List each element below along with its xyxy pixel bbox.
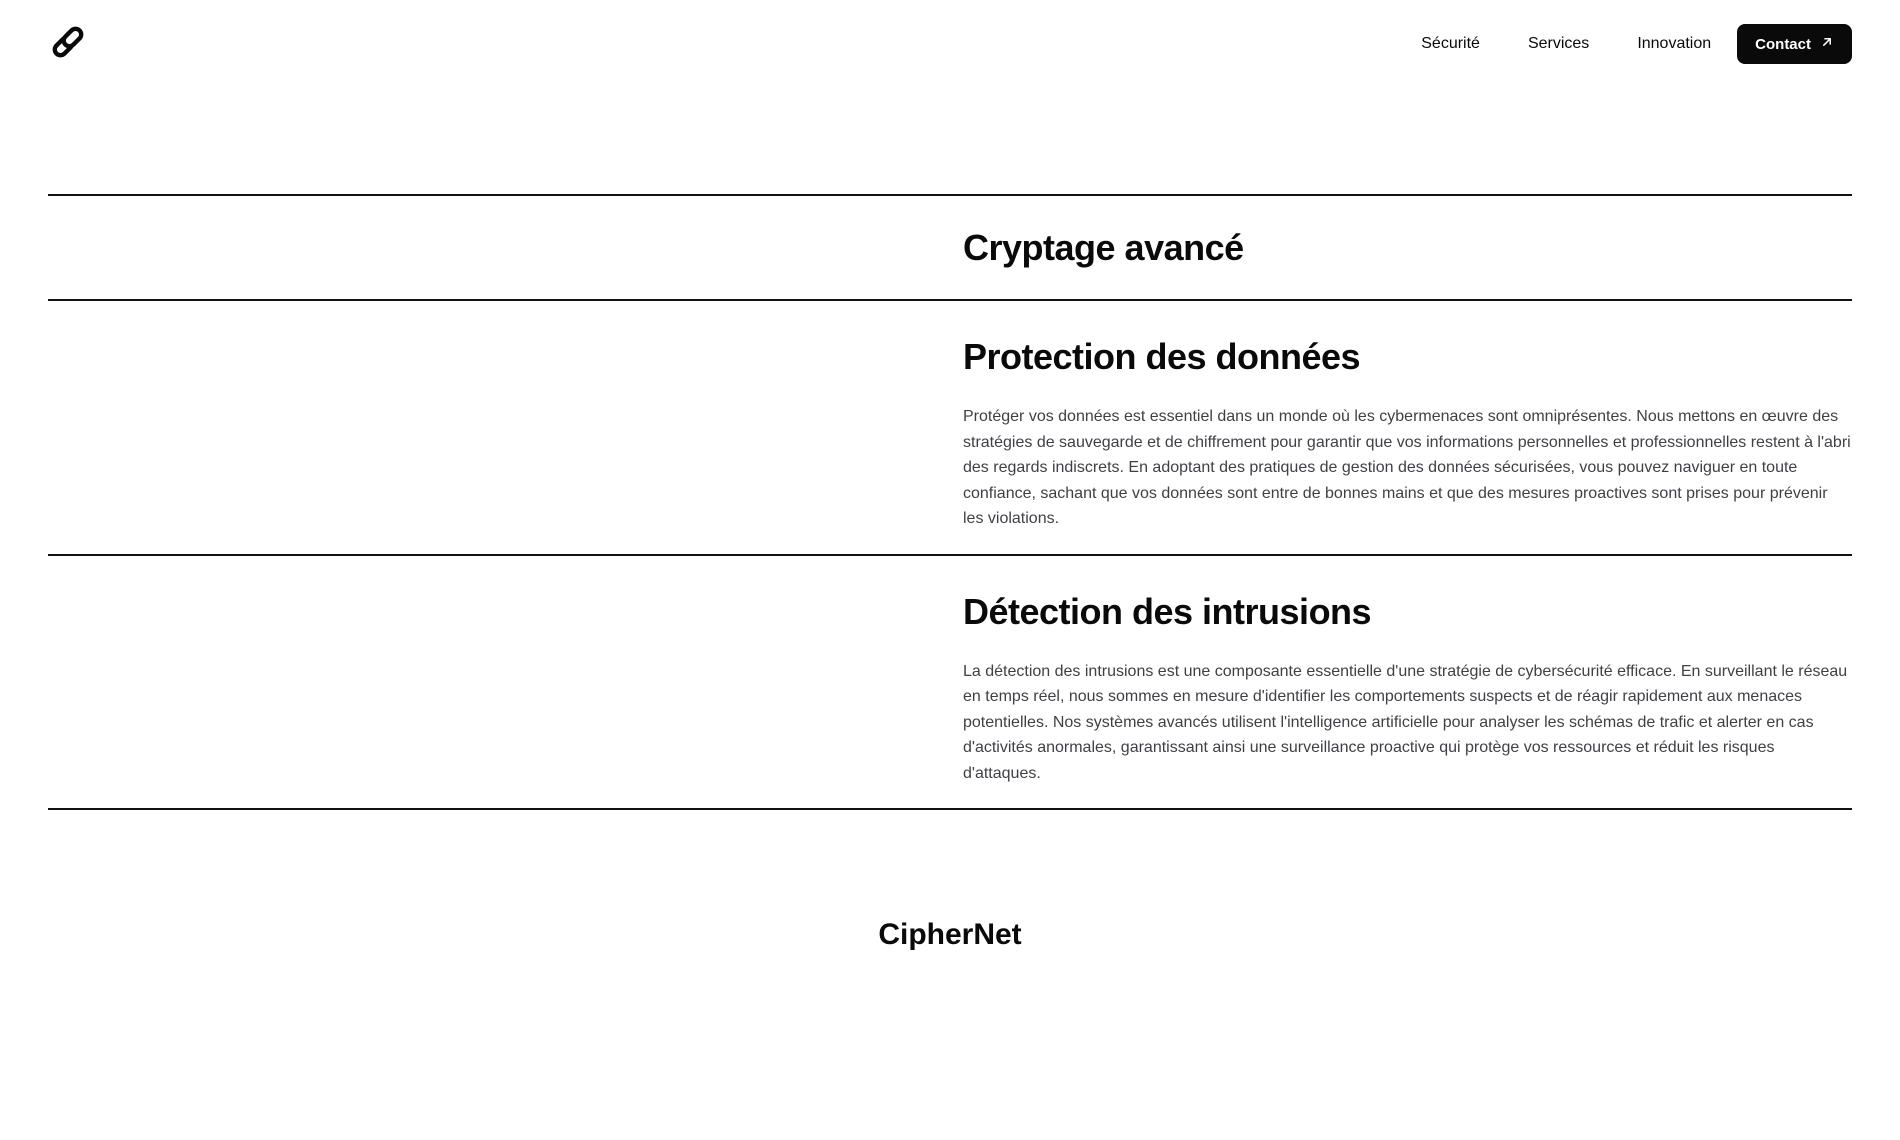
feature-row-content — [963, 590, 1852, 787]
feature-title: Cryptage avancé — [963, 227, 1244, 268]
nav-item-securite[interactable]: Sécurité — [1421, 35, 1480, 52]
feature-row-left-spacer — [48, 335, 963, 532]
feature-description: Protéger vos données est essentiel dans un monde où les cybermenaces sont omniprésentes. Nous mettons en œuvre des stratégies de sauvegarde et de chiffrement pour garantir que vos informations personnelles et professionnelles restent à l'abri des regards indiscrets. En adoptant des pratiques de gestion des données sécurisées, vous pouvez naviguer en toute confiance, sachant que vos données sont entre de bonnes mains et que des mesures proactives sont prises pour prévenir les violations. — [963, 408, 1851, 527]
feature-row-detection — [48, 556, 1852, 811]
feature-row-protection — [48, 301, 1852, 556]
site-footer — [0, 810, 1900, 954]
logo-link[interactable] — [48, 20, 88, 69]
arrow-up-right-icon — [1820, 35, 1834, 53]
contact-button[interactable] — [1737, 24, 1852, 64]
feature-title: Détection des intrusions — [963, 590, 1372, 632]
feature-description: La détection des intrusions est une composante essentielle d'une stratégie de cybersécurité efficace. En surveillant le réseau en temps réel, nous sommes en mesure d'identifier les comportements suspects et de réagir rapidement aux menaces potentielles. Nos systèmes avancés utilisent l'intelligence artificielle pour analyser les schémas de trafic et alerter en cas d'activités anormales, garantissant ainsi une surveillance proactive qui protège vos ressources et réduit les risques d'attaques. — [963, 662, 1848, 782]
feature-row-content — [963, 226, 1852, 269]
nav-item-services[interactable]: Services — [1527, 35, 1590, 52]
features-list — [48, 194, 1852, 810]
nav-item-innovation[interactable]: Innovation — [1637, 35, 1712, 52]
main-nav — [1373, 24, 1852, 64]
chain-link-icon — [48, 20, 88, 69]
feature-row-content — [963, 335, 1852, 532]
feature-row-left-spacer — [48, 590, 963, 787]
site-header — [0, 0, 1900, 88]
feature-row-cryptage — [48, 196, 1852, 301]
contact-button-label: Contact — [1755, 35, 1811, 53]
feature-title: Protection des données — [963, 336, 1361, 377]
feature-row-left-spacer — [48, 226, 963, 269]
footer-brand: CipherNet — [878, 918, 1022, 951]
